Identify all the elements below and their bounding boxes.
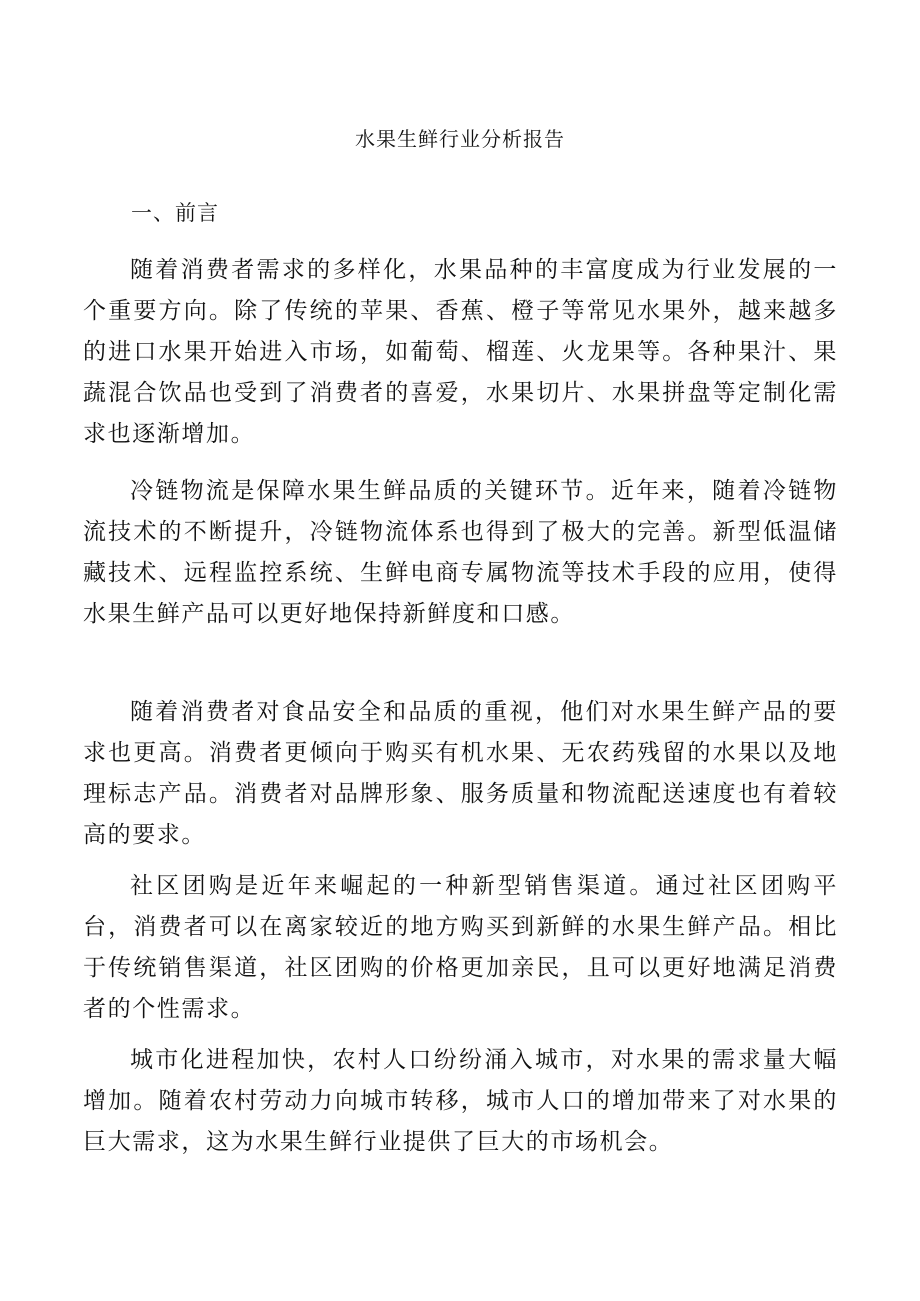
- paragraph-community-group-buying: 社区团购是近年来崛起的一种新型销售渠道。通过社区团购平台，消费者可以在离家较近的地方购买到新鲜的水果生鲜产品。相比于传统销售渠道，社区团购的价格更加亲民，且可以更好地满足消费者的个性需求。: [83, 873, 838, 1022]
- document-title: 水果生鲜行业分析报告: [355, 127, 565, 151]
- paragraph-urbanization: 城市化进程加快，农村人口纷纷涌入城市，对水果的需求量大幅增加。随着农村劳动力向城市转移，城市人口的增加带来了对水果的巨大需求，这为水果生鲜行业提供了巨大的市场机会。: [83, 1047, 838, 1155]
- paragraph-food-safety: 随着消费者对食品安全和品质的重视，他们对水果生鲜产品的要求也更高。消费者更倾向于购买有机水果、无农药残留的水果以及地理标志产品。消费者对品牌形象、服务质量和物流配送速度也有着较高的要求。: [83, 699, 838, 848]
- paragraph-product-variety: 随着消费者需求的多样化，水果品种的丰富度成为行业发展的一个重要方向。除了传统的苹果、香蕉、橙子等常见水果外，越来越多的进口水果开始进入市场，如葡萄、榴莲、火龙果等。各种果汁、果蔬混合饮品也受到了消费者的喜爱，水果切片、水果拼盘等定制化需求也逐渐增加。: [83, 257, 838, 447]
- section-heading: 一、前言: [131, 201, 219, 225]
- paragraph-cold-chain: 冷链物流是保障水果生鲜品质的关键环节。近年来，随着冷链物流技术的不断提升，冷链物流体系也得到了极大的完善。新型低温储藏技术、远程监控系统、生鲜电商专属物流等技术手段的应用，使得水果生鲜产品可以更好地保持新鲜度和口感。: [83, 478, 838, 627]
